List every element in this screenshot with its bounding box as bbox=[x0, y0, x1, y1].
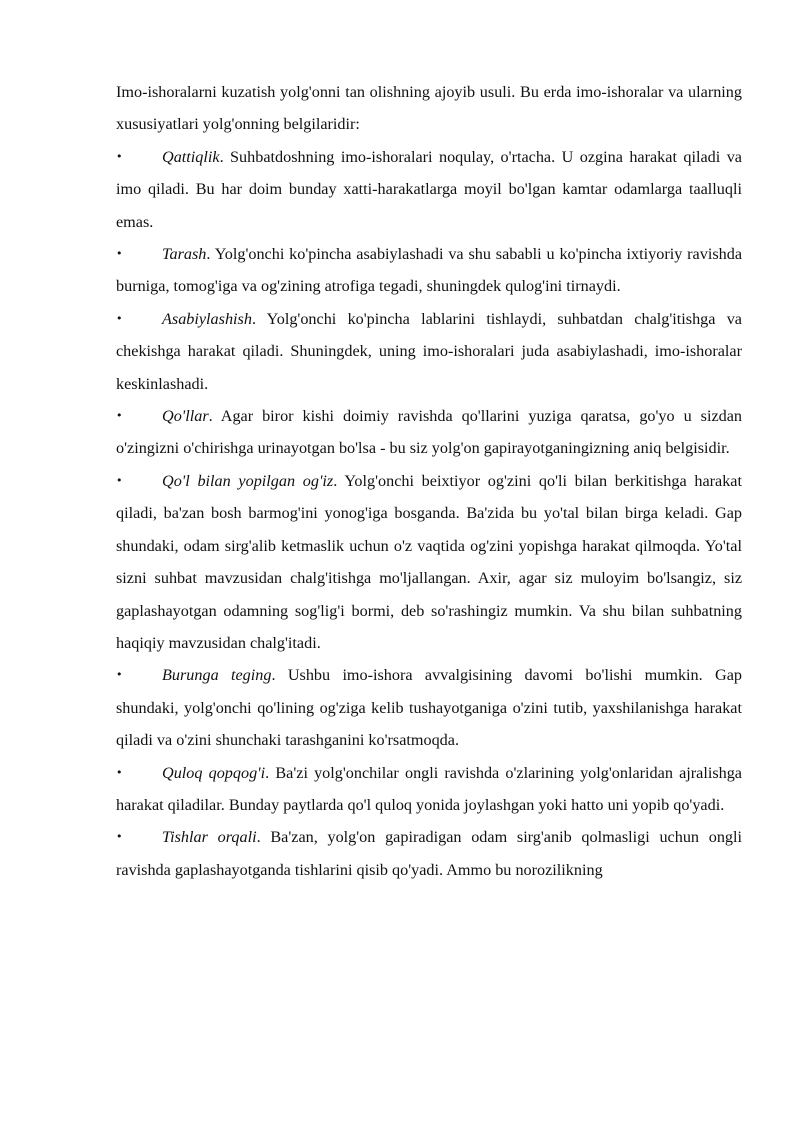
list-item-term: Asabiylashish bbox=[162, 309, 252, 328]
list-item bbox=[116, 659, 742, 756]
list-item-term: Quloq qopqog'i bbox=[162, 763, 266, 782]
bullet-icon: • bbox=[116, 668, 123, 682]
list-item-text: . Yolg'onchi beixtiyor og'zini qo'li bilan berkitishga harakat qiladi, ba'zan bosh barmog'ini yonog'iga bosganda. Ba'zida bu yo'tal bilan birga keladi. Gap shundaki, odam sirg'alib ketmaslik uchun o'z vaqtida og'zini yopishga harakat qilmoqda. Yo'tal sizni suhbat mavzusidan chalg'itishga mo'ljallangan. Axir, agar siz muloyim bo'lsangiz, siz gaplashayotgan odamning sog'lig'i bormi, deb so'rashingiz mumkin. Va shu bilan suhbatning haqiqiy mavzusidan chalg'itadi. bbox=[116, 471, 742, 652]
bullet-icon: • bbox=[116, 311, 123, 325]
list-item-term: Tishlar orqali bbox=[162, 828, 257, 847]
bullet-icon: • bbox=[116, 149, 123, 163]
list-item-text: . Agar biror kishi doimiy ravishda qo'llarini yuziga qaratsa, go'yo u sizdan o'zingizni o'chirishga urinayotgan bo'lsa - bu siz yolg'on gapirayotganingizning aniq belgisidir. bbox=[116, 407, 742, 458]
list-item-text: . Yolg'onchi ko'pincha asabiylashadi va shu sababli u ko'pincha ixtiyoriy ravishda burniga, tomog'iga va og'zining atrofiga tegadi, shuningdek qulog'ini tirnaydi. bbox=[116, 245, 742, 296]
list-item-text: . Ushbu imo-ishora avvalgisining davomi bo'lishi mumkin. Gap shundaki, yolg'onchi qo'lining og'ziga kelib tushayotganiga o'zini tutib, yaxshilanishga harakat qiladi va o'zini shunchaki tarashganini ko'rsatmoqda. bbox=[116, 666, 742, 750]
list-item-term: Qo'l bilan yopilgan og'iz bbox=[162, 471, 334, 490]
list-item-text: . Ba'zi yolg'onchilar ongli ravishda o'zlarining yolg'onlaridan ajralishga harakat qiladilar. Bunday paytlarda qo'l quloq yonida joylashgan yoki hatto uni yopib qo'yadi. bbox=[116, 763, 742, 814]
list-item-text: . Yolg'onchi ko'pincha lablarini tishlaydi, suhbatdan chalg'itishga va chekishga harakat qiladi. Shuningdek, uning imo-ishoralari juda asabiylashadi, imo-ishoralar keskinlashadi. bbox=[116, 309, 742, 393]
list-item-text: . Suhbatdoshning imo-ishoralari noqulay, o'rtacha. U ozgina harakat qiladi va imo qiladi. Bu har doim bunday xatti-harakatlarga moyil bo'lgan kamtar odamlarga taalluqli emas. bbox=[116, 147, 742, 231]
list-item-term: Tarash bbox=[162, 245, 207, 264]
list-item bbox=[116, 238, 742, 303]
list-item bbox=[116, 465, 742, 659]
bullet-icon: • bbox=[116, 473, 123, 487]
list-item bbox=[116, 303, 742, 400]
list-item bbox=[116, 400, 742, 465]
bullet-icon: • bbox=[116, 830, 123, 844]
bullet-icon: • bbox=[116, 765, 123, 779]
list-item-term: Burunga teging bbox=[162, 666, 272, 685]
intro-paragraph: Imo-ishoralarni kuzatish yolg'onni tan olishning ajoyib usuli. Bu erda imo-ishoralar va ularning xususiyatlari yolg'onning belgilaridir: bbox=[116, 83, 742, 134]
list-item-text: . Ba'zan, yolg'on gapiradigan odam sirg'anib qolmasligi uchun ongli ravishda gaplashayotganda tishlarini qisib qo'yadi. Ammo bu norozilikning bbox=[116, 828, 742, 879]
document-page bbox=[116, 76, 742, 886]
bullet-icon: • bbox=[116, 247, 123, 261]
list-item bbox=[116, 757, 742, 822]
list-item-term: Qattiqlik bbox=[162, 147, 220, 166]
list-item-term: Qo'llar bbox=[162, 407, 209, 426]
bullet-icon: • bbox=[116, 409, 123, 423]
list-item bbox=[116, 821, 742, 886]
list-item bbox=[116, 141, 742, 238]
